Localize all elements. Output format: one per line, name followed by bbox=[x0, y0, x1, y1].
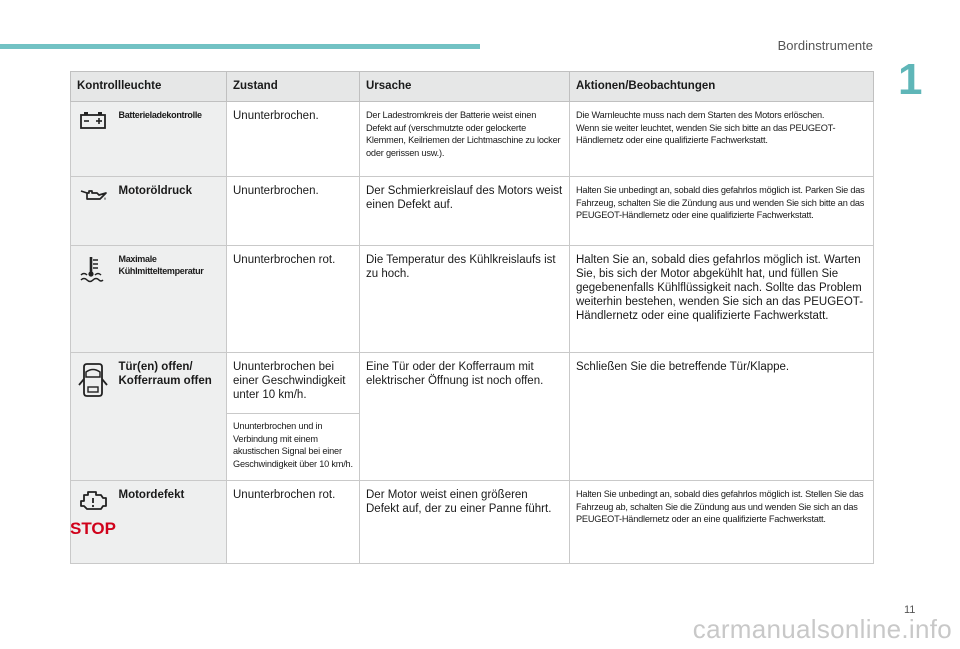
row-cause: Der Schmierkreislauf des Motors weist einen Defekt auf. bbox=[360, 177, 570, 246]
row-label: Maximale Kühlmitteltemperatur bbox=[116, 246, 227, 353]
row-label: Motoröldruck bbox=[116, 177, 227, 246]
row-state: Ununterbrochen rot. bbox=[227, 481, 360, 564]
row-state-primary: Ununterbrochen bei einer Geschwindigkeit unter 10 km/h. bbox=[233, 361, 346, 401]
warning-lights-table bbox=[70, 71, 874, 564]
icon-cell bbox=[71, 481, 116, 564]
column-header-aktionen: Aktionen/Beobachtungen bbox=[570, 72, 874, 102]
icon-cell bbox=[71, 102, 116, 177]
row-cause: Die Temperatur des Kühlkreislaufs ist zu hoch. bbox=[360, 246, 570, 353]
column-header-zustand: Zustand bbox=[227, 72, 360, 102]
engine-fault-icon bbox=[71, 489, 116, 513]
watermark: carmanualsonline.info bbox=[692, 614, 952, 644]
oil-can-icon bbox=[71, 185, 116, 205]
icon-cell bbox=[71, 177, 116, 246]
row-state-secondary: Ununterbrochen und in Verbindung mit einem akustischen Signal bei einer Geschwindigkeit über 10 km/h. bbox=[233, 421, 353, 469]
row-label: Tür(en) offen/ Kofferraum offen bbox=[116, 353, 227, 481]
row-action: Halten Sie an, sobald dies gefahrlos möglich ist. Warten Sie, bis sich der Motor abgekühlt hat, und füllen Sie gegebenenfalls Kühlflüssigkeit nach. Sollte das Problem weiterhin bestehen, wenden Sie sich an das PEUGEOT-Händlernetz oder eine qualifizierte Fachwerkstatt. bbox=[570, 246, 874, 353]
icon-cell bbox=[71, 246, 116, 353]
table-row bbox=[71, 353, 874, 481]
column-header-ursache: Ursache bbox=[360, 72, 570, 102]
table-header-row bbox=[71, 72, 874, 102]
icon-cell bbox=[71, 353, 116, 481]
table-row bbox=[71, 481, 874, 564]
row-state: Ununterbrochen. bbox=[227, 102, 360, 177]
row-label: Motordefekt bbox=[116, 481, 227, 564]
row-state bbox=[227, 353, 360, 481]
column-header-kontrollleuchte: Kontrollleuchte bbox=[71, 72, 227, 102]
row-action: Schließen Sie die betreffende Tür/Klappe. bbox=[570, 353, 874, 481]
page-number: 11 bbox=[904, 604, 916, 616]
chapter-number: 1 bbox=[898, 55, 923, 104]
battery-icon bbox=[71, 110, 116, 130]
header-accent-bar bbox=[0, 44, 480, 49]
row-state: Ununterbrochen. bbox=[227, 177, 360, 246]
section-title: Bordinstrumente bbox=[777, 38, 873, 53]
row-state: Ununterbrochen rot. bbox=[227, 246, 360, 353]
state-divider bbox=[227, 413, 359, 414]
row-action: Halten Sie unbedingt an, sobald dies gefahrlos möglich ist. Stellen Sie das Fahrzeug ab, schalten Sie die Zündung aus und wenden Sie sich an das PEUGEOT-Händlernetz oder an eine qualifizierte Fachwerkstatt. bbox=[570, 481, 874, 564]
stop-icon bbox=[71, 518, 116, 538]
table-row bbox=[71, 177, 874, 246]
table-row bbox=[71, 246, 874, 353]
row-action: Halten Sie unbedingt an, sobald dies gefahrlos möglich ist. Parken Sie das Fahrzeug, schalten Sie die Zündung aus und wenden Sie sich bitte an das PEUGEOT-Händlernetz oder eine qualifizierte Fachwerkstatt. bbox=[570, 177, 874, 246]
row-cause: Der Ladestromkreis der Batterie weist einen Defekt auf (verschmutzte oder gelockerte Klemmen, Keilriemen der Lichtmaschine zu locker oder gerissen usw.). bbox=[360, 102, 570, 177]
row-cause: Der Motor weist einen größeren Defekt auf, der zu einer Panne führt. bbox=[360, 481, 570, 564]
coolant-temperature-icon bbox=[71, 254, 116, 284]
row-cause: Eine Tür oder der Kofferraum mit elektrischer Öffnung ist noch offen. bbox=[360, 353, 570, 481]
door-open-icon bbox=[71, 361, 116, 399]
table-row bbox=[71, 102, 874, 177]
row-action: Die Warnleuchte muss nach dem Starten des Motors erlöschen. Wenn sie weiter leuchtet, wenden Sie sich bitte an das PEUGEOT-Händlernetz oder eine qualifizierte Fachwerkstatt. bbox=[570, 102, 874, 177]
stop-text: STOP bbox=[70, 519, 117, 538]
row-label: Batterieladekontrolle bbox=[116, 102, 227, 177]
